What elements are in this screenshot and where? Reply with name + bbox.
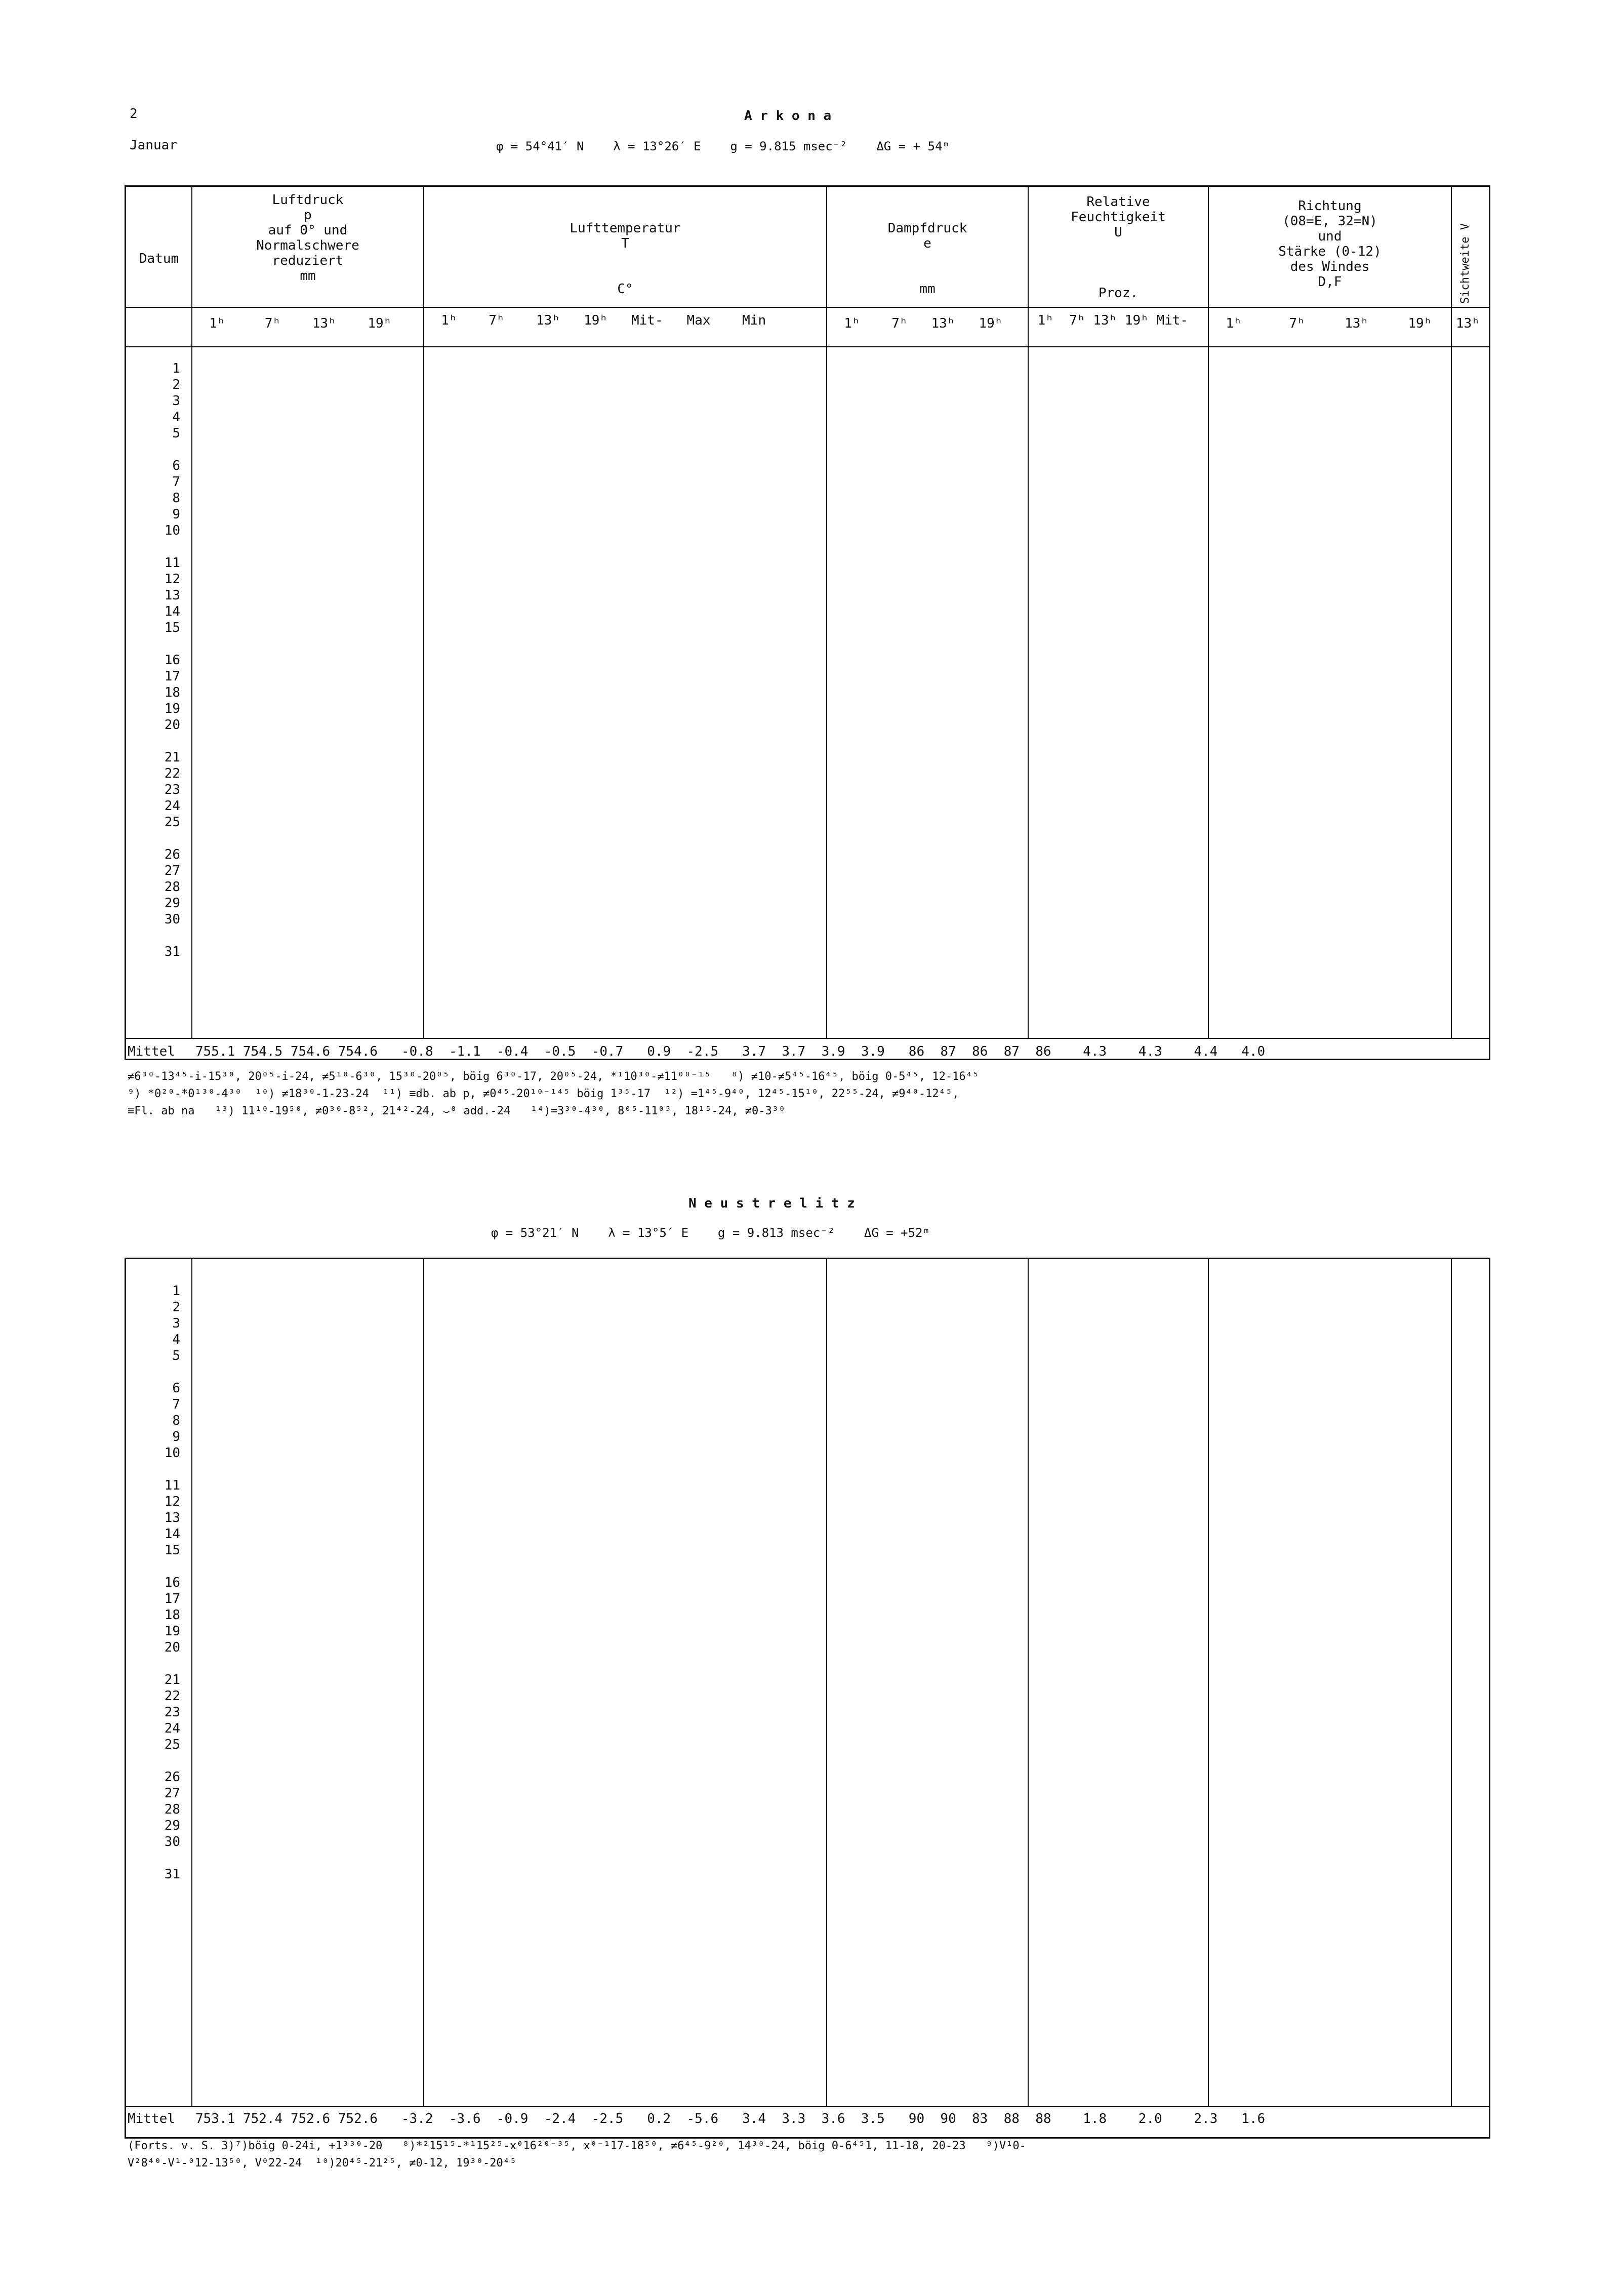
col-datum: Datum	[139, 251, 179, 266]
arkona-station-name: A r k o n a	[744, 108, 832, 124]
col-sichtweite: Sichtweite V	[1459, 223, 1472, 304]
sub-header-visibility: 13ʰ	[1456, 316, 1480, 331]
col-lufttemperatur: Lufttemperatur T	[570, 221, 681, 251]
arkona-footnote-2: ⁹) *0²⁰-*0¹³⁰-4³⁰ ¹⁰) ≠18³⁰-1-23-24 ¹¹) ≡db. ab p, ≠0⁴⁵-20¹⁰⁻¹⁴⁵ böig 1³⁵-17 ¹²) =1⁴⁵-9⁴⁰, 12⁴⁵-15¹⁰, 22⁵⁵-24, ≠9⁴⁰-12⁴⁵,	[128, 1088, 959, 1100]
arkona-day-numbers: 1 2 3 4 5 6 7 8 9 10 11 12 13 14 15 16 17 18 19 20 21 22 23 24 25 26 27 28 29 30 31	[164, 361, 180, 959]
month-label: Januar	[130, 138, 177, 153]
arkona-mittel-label: Mittel	[128, 1044, 175, 1059]
sub-header-humidity: 1ʰ 7ʰ 13ʰ 19ʰ Mit-	[1030, 313, 1189, 328]
neustrelitz-coordinates: φ = 53°21′ N λ = 13°5′ E g = 9.813 msec⁻² ΔG = +52ᵐ	[491, 1226, 930, 1240]
neustrelitz-footnote-2: V²8⁴⁰-V¹-⁰12-13⁵⁰, V⁰22-24 ¹⁰)20⁴⁵-21²⁵, ≠0-12, 19³⁰-20⁴⁵	[128, 2157, 517, 2169]
neustrelitz-day-numbers: 1 2 3 4 5 6 7 8 9 10 11 12 13 14 15 16 17 18 19 20 21 22 23 24 25 26 27 28 29 30 31	[164, 1283, 180, 1882]
sub-header-temp: 1ʰ 7ʰ 13ʰ 19ʰ Mit- Max Min	[425, 313, 766, 328]
col-dampfdruck: Dampfdruck e	[887, 221, 967, 251]
col-wind: Richtung (08=E, 32=N) und Stärke (0-12) des Windes D,F	[1278, 198, 1382, 290]
temp-unit: C°	[617, 282, 633, 297]
sub-header-pressure: 1ʰ 7ʰ 13ʰ 19ʰ	[193, 316, 392, 331]
neustrelitz-mittel-values: 753.1 752.4 752.6 752.6 -3.2 -3.6 -0.9 -2.4 -2.5 0.2 -5.6 3.4 3.3 3.6 3.5 90 90 83 88 88 1.8 2.0 2.3 1.6	[195, 2111, 1266, 2126]
col-luftdruck: Luftdruck p auf 0° und Normalschwere reduziert mm	[256, 192, 359, 284]
sub-header-wind: 1ʰ 7ʰ 13ʰ 19ʰ	[1210, 316, 1432, 331]
sub-header-vapour: 1ʰ 7ʰ 13ʰ 19ʰ	[828, 316, 1003, 331]
col-feuchte: Relative Feuchtigkeit U	[1071, 194, 1166, 240]
page-number: 2	[130, 106, 138, 122]
neustrelitz-mittel-label: Mittel	[128, 2111, 175, 2126]
dampf-unit: mm	[919, 282, 936, 297]
arkona-mittel-values: 755.1 754.5 754.6 754.6 -0.8 -1.1 -0.4 -0.5 -0.7 0.9 -2.5 3.7 3.7 3.9 3.9 86 87 86 87 86 4.3 4.3 4.4 4.0	[195, 1044, 1266, 1059]
arkona-footnote-1: ≠6³⁰-13⁴⁵-i-15³⁰, 20⁰⁵-i-24, ≠5¹⁰-6³⁰, 15³⁰-20⁰⁵, böig 6³⁰-17, 20⁰⁵-24, *¹10³⁰-≠11⁰⁰⁻¹⁵ ⁸) ≠10-≠5⁴⁵-16⁴⁵, böig 0-5⁴⁵, 12-16⁴⁵	[128, 1070, 980, 1083]
arkona-footnote-3: ≡Fl. ab na ¹³) 11¹⁰-19⁵⁰, ≠0³⁰-8⁵², 21⁴²-24, ⌣⁰ add.-24 ¹⁴)=3³⁰-4³⁰, 8⁰⁵-11⁰⁵, 18¹⁵-24, ≠0-3³⁰	[128, 1105, 786, 1117]
arkona-coordinates: φ = 54°41′ N λ = 13°26′ E g = 9.815 msec⁻² ΔG = + 54ᵐ	[496, 139, 950, 153]
neustrelitz-footnote-1: (Forts. v. S. 3)⁷)böig 0-24i, +1³³⁰-20 ⁸)*²15¹⁵-*¹15²⁵-x⁰16²⁰⁻³⁵, x⁰⁻¹17-18⁵⁰, ≠6⁴⁵-9²⁰, 14³⁰-24, böig 0-6⁴⁵1, 11-18, 20-23 ⁹)V¹0-	[128, 2140, 1026, 2152]
neustrelitz-station-name: N e u s t r e l i t z	[688, 1196, 855, 1211]
feuchte-unit: Proz.	[1098, 286, 1139, 301]
neustrelitz-table	[125, 1258, 1490, 2139]
